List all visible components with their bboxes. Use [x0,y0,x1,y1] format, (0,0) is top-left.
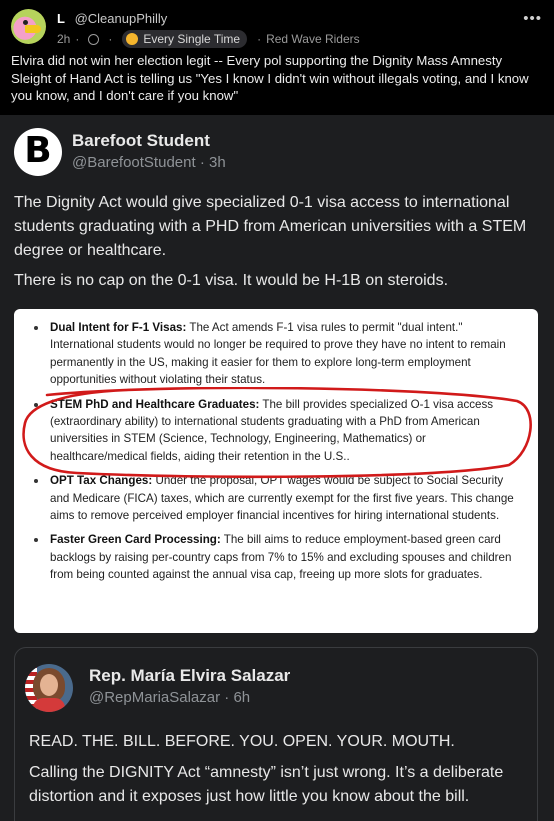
embedded-text-2: There is no cap on the 0-1 visa. It would be H-1B on steroids. [14,272,449,289]
doc-item [50,531,524,583]
globe-icon [88,34,99,45]
post-time[interactable]: 2h [57,32,71,46]
quoted-text-2: Calling the DIGNITY Act “amnesty” isn’t just wrong. It’s a deliberate distortion and it exposes just how little you know about the bill. [29,764,504,805]
smiley-icon [126,33,138,45]
more-horizontal-icon[interactable]: ••• [523,10,542,27]
community-name[interactable]: Red Wave Riders [266,32,360,46]
embedded-time: 3h [208,154,226,171]
audience-label: Every Single Time [143,32,241,46]
quoted-author-handle [89,689,250,706]
doc-item-text: The bill provides specialized O-1 visa access (extraordinary ability) to international students graduating with a PhD from American universities in STEM (Science, Technology, Engineering, Mathematics) or healthcare/medical fields, aiding their retention in the U.S.. [50,397,494,463]
post-header [0,0,554,48]
doc-item-title: Faster Green Card Processing: [50,533,221,547]
author-line [57,11,167,26]
doc-item-text: The bill aims to reduce employment-based green card backlogs by raising per-country caps from 7% to 15% and excluding spouses and children from being counted against the annual visa cap, freeing up more slots for graduates. [50,533,512,582]
embedded-screenshot[interactable] [0,115,554,821]
doc-item [50,472,524,524]
doc-item [50,319,524,389]
avatar-face [40,674,58,696]
embedded-author-name: Barefoot Student [72,131,210,150]
separator-dot: · [75,32,80,46]
doc-item-title: Dual Intent for F-1 Visas: [50,321,187,334]
doc-item-text: The Act amends F-1 visa rules to permit "dual intent." International students would no longer be required to prove they have no intent to remain permanently in the US, making it easier for them to explore long-term employment opportunities without violating their status. [50,321,506,387]
quoted-text-1: READ. THE. BILL. BEFORE. YOU. OPEN. YOUR. MOUTH. [29,733,455,750]
author-avatar[interactable] [11,9,46,44]
quoted-post[interactable] [14,647,538,821]
avatar-beak [25,25,41,33]
quoted-time: 6h [233,689,251,706]
post-body: Elvira did not win her election legit -- Every pol supporting the Dignity Mass Amnesty Sleight of Hand Act is telling us "Yes I know I didn't win without illegals voting, and I know you know, and I don't care if you know" [11,53,529,103]
doc-item-text: Under the proposal, OPT wages would be subject to Social Security and Medicare (FICA) taxes, which are currently exempt for the first five years. This change aims to remove perceived employer financial incentives for hiring international students. [50,474,514,523]
avatar-dress [33,698,65,712]
separator-dot: · [108,32,113,46]
separator-dot: · [199,154,209,171]
embedded-text-1: The Dignity Act would give specialized 0-1 visa access to international students graduating with a PHD from American universities with a STEM degree or healthcare. [14,194,527,259]
barefoot-avatar [14,128,62,176]
separator-dot: · [257,32,262,46]
doc-item-title: STEM PhD and Healthcare Graduates: [50,397,260,411]
audience-pill[interactable] [122,30,247,48]
embedded-handle: @BarefootStudent [72,154,196,171]
red-highlight-circle [17,387,535,479]
quoted-handle: @RepMariaSalazar [89,689,221,706]
doc-item-title: OPT Tax Changes: [50,474,153,488]
document-excerpt [14,309,538,633]
author-name[interactable]: L [57,11,65,26]
avatar-letter: B [24,130,52,171]
separator-dot: · [224,689,234,706]
post-meta [57,30,360,48]
rep-avatar [25,664,73,712]
author-handle[interactable]: @CleanupPhilly [74,11,168,26]
embedded-author-handle [72,154,226,171]
quoted-author-name: Rep. María Elvira Salazar [89,666,291,685]
